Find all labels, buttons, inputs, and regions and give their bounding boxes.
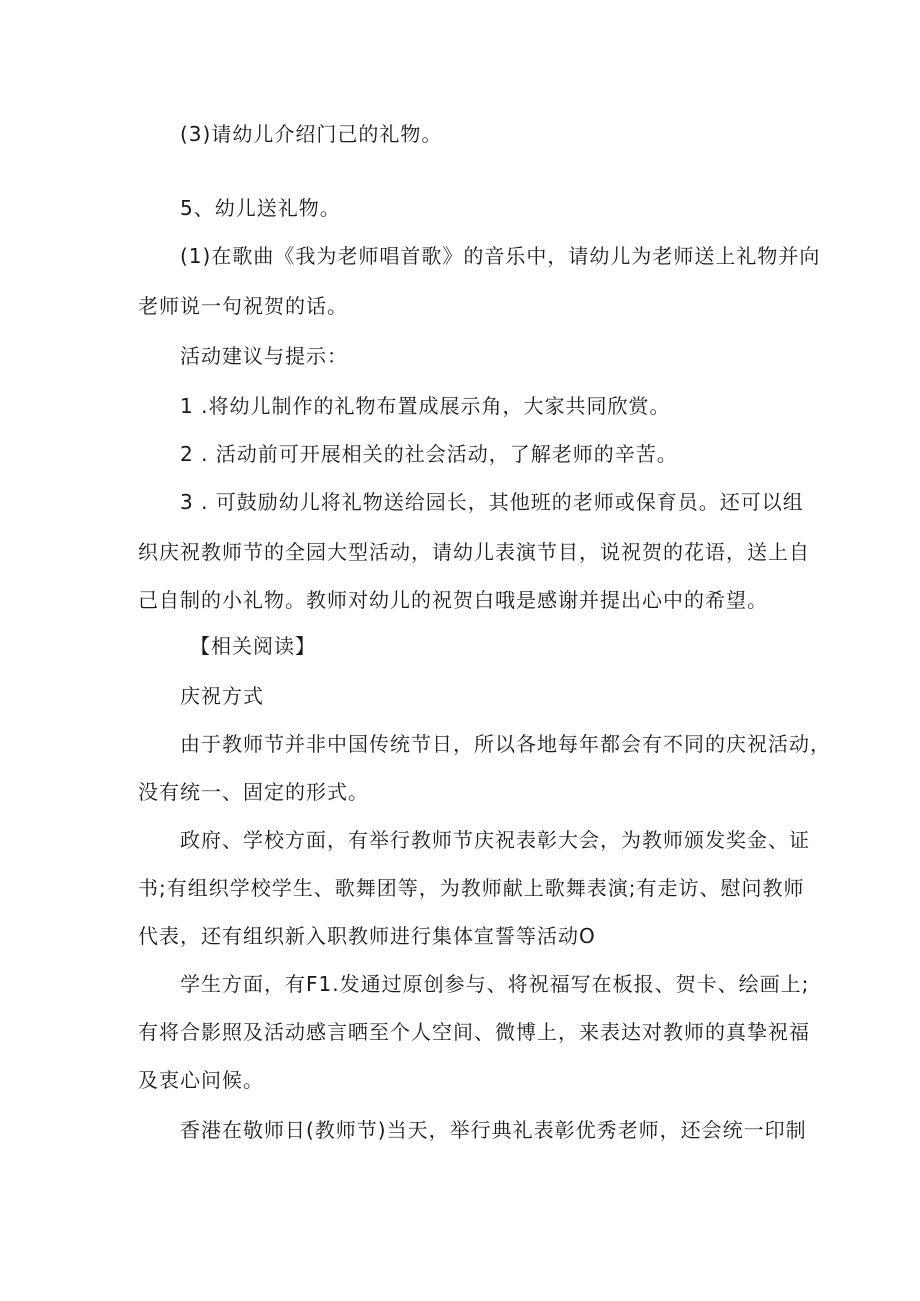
paragraph-line: 己自制的小礼物。教师对幼儿的祝贺白哦是感谢并提出心中的希望。 — [138, 588, 768, 612]
paragraph-line: 书;有组织学校学生、歌舞团等，为教师献上歌舞表演;有走访、慰问教师 — [138, 876, 805, 900]
paragraph-line: 及衷心问候。 — [138, 1068, 264, 1092]
section-heading: 5、幼儿送礼物。 — [180, 196, 341, 220]
subheading: 庆祝方式 — [180, 684, 264, 708]
paragraph-line: 由于教师节并非中国传统节日，所以各地每年都会有不同的庆祝活动， — [180, 732, 831, 756]
paragraph-line: 香港在敬师日(教师节)当天，举行典礼表彰优秀老师，还会统一印制 — [180, 1118, 807, 1142]
paragraph-line: 政府、学校方面，有举行教师节庆祝表彰大会，为教师颁发奖金、证 — [180, 828, 810, 852]
list-item: 3 . 可鼓励幼儿将礼物送给园长，其他班的老师或保育员。还可以组 — [180, 490, 804, 514]
section-heading: 活动建议与提示： — [180, 344, 348, 368]
paragraph-line: 没有统一、固定的形式。 — [138, 780, 369, 804]
section-heading: 【相关阅读】 — [190, 634, 316, 658]
paragraph-line: 老师说一句祝贺的话。 — [138, 294, 348, 318]
paragraph-line: 织庆祝教师节的全园大型活动，请幼儿表演节目，说祝贺的花语，送上自 — [138, 540, 810, 564]
list-item: 1 .将幼儿制作的礼物布置成展示角，大家共同欣赏。 — [180, 394, 671, 418]
list-item: 2 . 活动前可开展相关的社会活动，了解老师的辛苦。 — [180, 442, 678, 466]
paragraph-line: 代表，还有组织新入职教师进行集体宣誓等活动O — [138, 924, 596, 948]
paragraph-line: 学生方面，有F1.发通过原创参与、将祝福写在板报、贺卡、绘画上; — [180, 972, 810, 996]
paragraph-line: (1)在歌曲《我为老师唱首歌》的音乐中，请幼儿为老师送上礼物并向 — [180, 244, 821, 268]
paragraph-line: 有将合影照及活动感言晒至个人空间、微博上，来表达对教师的真挚祝福 — [138, 1020, 810, 1044]
paragraph-line: (3)请幼儿介绍门己的礼物。 — [180, 122, 443, 146]
